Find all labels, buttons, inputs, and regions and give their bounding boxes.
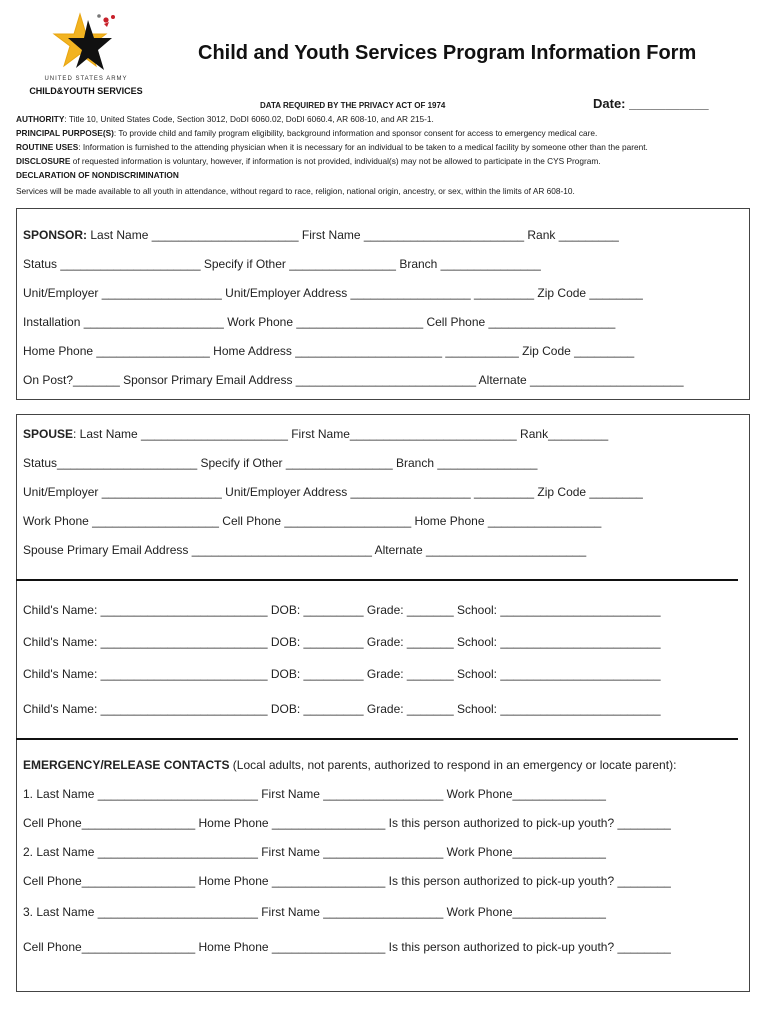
child-row-1[interactable]: Child's Name: _________________________ DOB: _________ Grade: _______ School: ________________________: [23, 603, 661, 617]
spouse-name-row[interactable]: [23, 427, 608, 441]
sponsor-unit-row[interactable]: Unit/Employer __________________ Unit/Employer Address __________________ _________ Zip Code ________: [23, 286, 643, 300]
emergency-label: EMERGENCY/RELEASE CONTACTS: [23, 758, 230, 772]
nondiscrimination-heading: [16, 170, 179, 180]
child-row-2[interactable]: Child's Name: _________________________ DOB: _________ Grade: _______ School: ________________________: [23, 635, 661, 649]
child-row-4[interactable]: Child's Name: _________________________ DOB: _________ Grade: _______ School: ________________________: [23, 702, 661, 716]
contact-2-name-row[interactable]: 2. Last Name ________________________ First Name __________________ Work Phone______________: [23, 845, 606, 859]
spouse-unit-row[interactable]: Unit/Employer __________________ Unit/Employer Address __________________ _________ Zip Code ________: [23, 485, 643, 499]
sponsor-installation-row[interactable]: Installation _____________________ Work Phone ___________________ Cell Phone ___________________: [23, 315, 616, 329]
emergency-heading: [23, 758, 676, 772]
spouse-email-row[interactable]: Spouse Primary Email Address ___________________________ Alternate ________________________: [23, 543, 587, 557]
disclosure-text: of requested information is voluntary, however, if information is not provided, individual(s) may not be allowed to participate in the CYS Program.: [70, 156, 601, 166]
contact-3-name-row[interactable]: 3. Last Name ________________________ First Name __________________ Work Phone______________: [23, 905, 606, 919]
sponsor-name-fields[interactable]: Last Name ______________________ First Name ________________________ Rank _________: [87, 228, 619, 242]
spouse-status-row[interactable]: Status_____________________ Specify if Other ________________ Branch _______________: [23, 456, 538, 470]
spouse-label: SPOUSE: [23, 427, 74, 441]
sponsor-email-row[interactable]: On Post?_______ Sponsor Primary Email Address ___________________________ Alternate _______________________: [23, 373, 684, 387]
logo-program-name: CHILD&YOUTH SERVICES: [29, 86, 143, 96]
routine-uses-line: [16, 142, 648, 152]
section-divider: [16, 738, 738, 740]
purpose-label: PRINCIPAL PURPOSE(S): [16, 128, 114, 138]
disclosure-label: DISCLOSURE: [16, 156, 71, 166]
contact-3-phone-row[interactable]: Cell Phone_________________ Home Phone _________________ Is this person authorized to pick-up youth? ________: [23, 940, 671, 954]
sponsor-home-row[interactable]: Home Phone _________________ Home Address ______________________ ___________ Zip Code _________: [23, 344, 635, 358]
star-logo-icon: [52, 10, 122, 74]
nondiscrimination-label: DECLARATION OF NONDISCRIMINATION: [16, 170, 179, 180]
routine-uses-label: ROUTINE USES: [16, 142, 79, 152]
cys-logo: [24, 10, 148, 96]
sponsor-status-row[interactable]: Status _____________________ Specify if Other ________________ Branch _______________: [23, 257, 541, 271]
authority-line: [16, 114, 434, 124]
routine-uses-text: : Information is furnished to the attending physician when it is necessary for an individual to be taken to a medical facility by someone other than the parent.: [78, 142, 648, 152]
contact-1-phone-row[interactable]: Cell Phone_________________ Home Phone _________________ Is this person authorized to pick-up youth? ________: [23, 816, 671, 830]
nondiscrimination-text: Services will be made available to all youth in attendance, without regard to race, religion, national origin, ancestry, or sex, within the limits of AR 608-10.: [16, 186, 575, 196]
child-row-3[interactable]: Child's Name: _________________________ DOB: _________ Grade: _______ School: ________________________: [23, 667, 661, 681]
disclosure-line: [16, 156, 601, 166]
sponsor-label: SPONSOR:: [23, 228, 88, 242]
spouse-phone-row[interactable]: Work Phone ___________________ Cell Phone ___________________ Home Phone _________________: [23, 514, 602, 528]
date-field[interactable]: Date: ___________: [593, 96, 709, 111]
contact-1-name-row[interactable]: 1. Last Name ________________________ First Name __________________ Work Phone______________: [23, 787, 606, 801]
authority-text: : Title 10, United States Code, Section 3012, DoDI 6060.02, DoDI 6060.4, AR 608-10, and AR 215-1.: [64, 114, 434, 124]
privacy-act-heading: DATA REQUIRED BY THE PRIVACY ACT OF 1974: [260, 101, 446, 110]
section-divider: [16, 579, 738, 581]
spouse-name-fields[interactable]: : Last Name ______________________ First Name_________________________ Rank_________: [73, 427, 609, 441]
purpose-line: [16, 128, 597, 138]
purpose-text: : To provide child and family program eligibility, background information and sponsor consent for access to emergency medical care.: [113, 128, 598, 138]
logo-subtitle: UNITED STATES ARMY: [44, 76, 128, 82]
page-title: Child and Youth Services Program Information Form: [198, 42, 697, 64]
authority-label: AUTHORITY: [16, 114, 65, 124]
contact-2-phone-row[interactable]: Cell Phone_________________ Home Phone _________________ Is this person authorized to pick-up youth? ________: [23, 874, 671, 888]
sponsor-name-row[interactable]: [23, 228, 619, 242]
emergency-note: (Local adults, not parents, authorized to respond in an emergency or locate parent):: [229, 758, 677, 772]
